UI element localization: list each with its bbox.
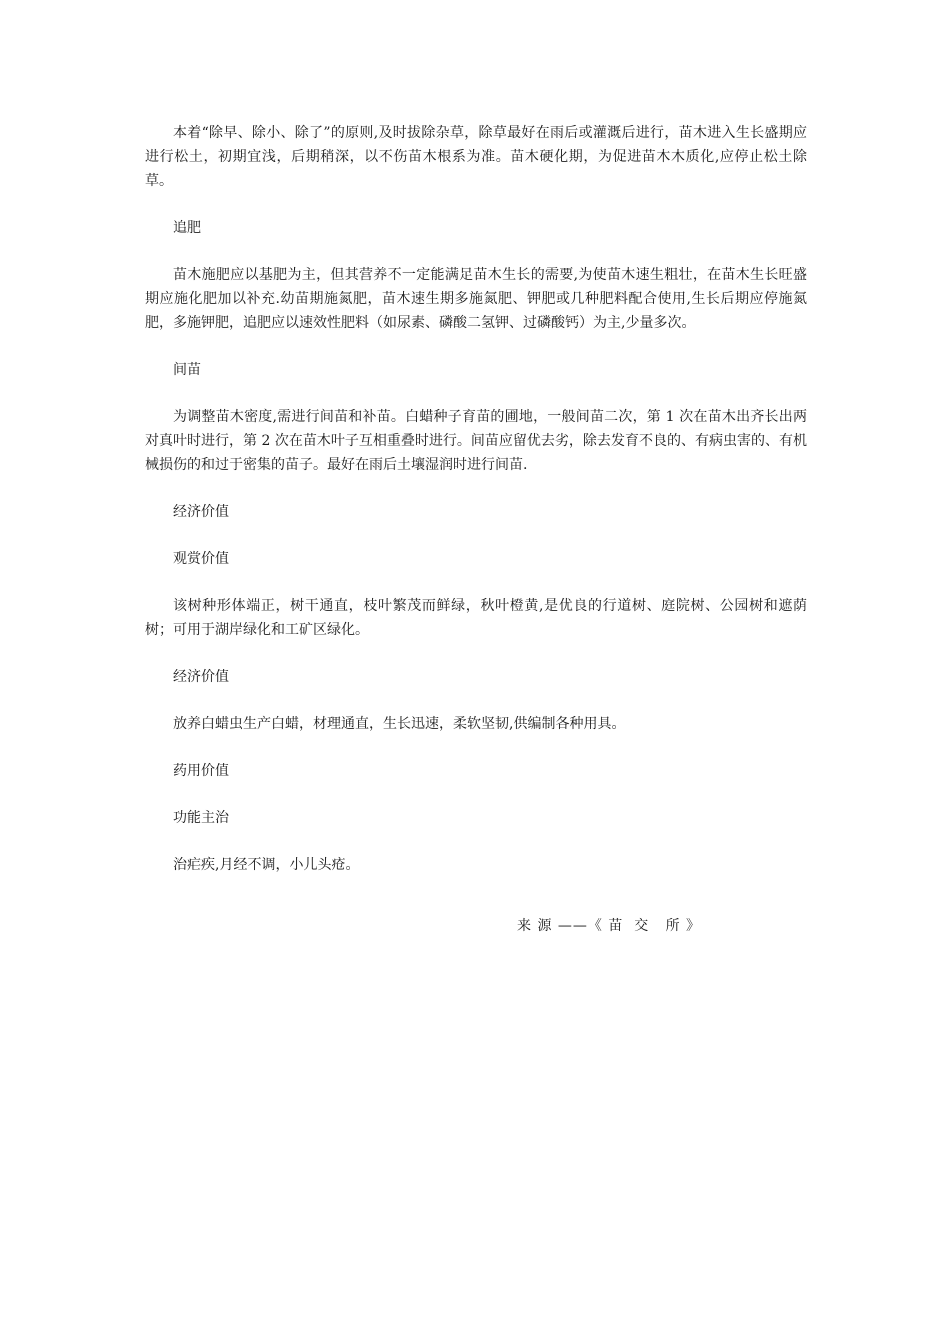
source-attribution: 来 源 ——《 苗 交 所 》 (517, 918, 702, 934)
paragraph-thinning: 为调整苗木密度,需进行间苗和补苗。白蜡种子育苗的圃地，一般间苗二次，第 1 次在苗木出齐长出两对真叶时进行，第 2 次在苗木叶子互相重叠时进行。间苗应留优去劣，除去发育不良的、有病虫害的、有机械损伤的和过于密集的苗子。最好在雨后土壤湿润时进行间苗. (145, 409, 807, 473)
heading-ornamental-value: 观赏价值 (173, 551, 229, 567)
heading-indications: 功能主治 (173, 810, 229, 826)
heading-economic-value: 经济价值 (173, 504, 229, 520)
heading-fertilizing: 追肥 (173, 220, 201, 236)
paragraph-ornamental-value: 该树种形体端正，树干通直，枝叶繁茂而鲜绿，秋叶橙黄,是优良的行道树、庭院树、公园树和遮荫树；可用于湖岸绿化和工矿区绿化。 (145, 598, 807, 638)
paragraph-indications: 治疟疾,月经不调，小儿头疮。 (173, 857, 360, 873)
paragraph-weeding: 本着“除早、除小、除了”的原则,及时拔除杂草，除草最好在雨后或灌溉后进行，苗木进入生长盛期应进行松土，初期宜浅，后期稍深，以不伤苗木根系为准。苗木硬化期，为促进苗木木质化,应停止松土除草。 (145, 125, 807, 189)
heading-thinning: 间苗 (173, 362, 201, 378)
paragraph-fertilizing: 苗木施肥应以基肥为主，但其营养不一定能满足苗木生长的需要,为使苗木速生粗壮，在苗木生长旺盛期应施化肥加以补充.幼苗期施氮肥，苗木速生期多施氮肥、钾肥或几种肥料配合使用,生长后期应停施氮肥，多施钾肥，追肥应以速效性肥料（如尿素、磷酸二氢钾、过磷酸钙）为主,少量多次。 (145, 267, 807, 331)
document-body (145, 121, 807, 900)
heading-medicinal-value: 药用价值 (173, 763, 229, 779)
heading-economic-value-2: 经济价值 (173, 669, 229, 685)
paragraph-economic-value: 放养白蜡虫生产白蜡，材理通直，生长迅速，柔软坚韧,供编制各种用具。 (173, 716, 626, 732)
